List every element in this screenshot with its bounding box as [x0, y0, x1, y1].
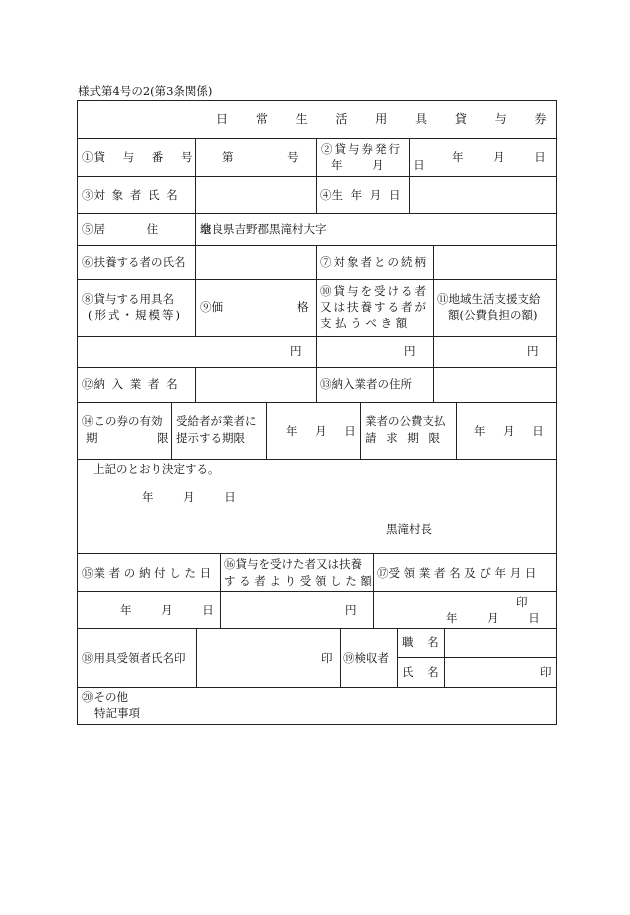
item-name-label-1: ⑧貸与する用具名 [82, 292, 174, 306]
form-label: 様式第4号の2(第3条関係) [78, 84, 213, 98]
notes-label: 特記事項 [94, 706, 140, 720]
claim-deadline-label-2: 請 求 期 限 [365, 431, 440, 445]
validity-label-2: 期 限 [86, 431, 169, 445]
present-deadline-date: 年 月 日 [286, 424, 356, 438]
claim-deadline-label-1: 業者の公費支払 [365, 414, 446, 428]
claim-deadline-date: 年 月 日 [474, 424, 544, 438]
inspector-label: ⑲検収者 [343, 651, 389, 665]
price-label-2: 格 [297, 300, 309, 314]
support-amount-label-2: 額(公費負担の額) [448, 308, 538, 322]
issue-date-label-1: ②貸与券発行 [321, 142, 402, 156]
support-yen: 円 [527, 344, 539, 358]
vendor-address-label: ⑬納入業者の住所 [320, 377, 412, 391]
delivery-date-label: ⑮業 者 の 納 付 し た 日 [82, 566, 212, 580]
price-yen: 円 [290, 344, 302, 358]
loan-number-value: 第 号 [222, 150, 299, 164]
other-label: ⑳その他 [82, 690, 128, 704]
address-label: ⑤居 住 地 [82, 222, 212, 236]
present-deadline-label-2: 提示する期限 [176, 431, 245, 445]
price-label-1: ⑨価 [200, 300, 223, 314]
subject-name-label: ③対 象 者 氏 名 [82, 188, 178, 202]
payer-label-1: ⑩貸与を受ける者 [320, 284, 428, 298]
loan-number-label: ①貸 与 番 号 [82, 150, 193, 164]
payer-yen: 円 [404, 344, 416, 358]
support-amount-label-1: ⑪地域生活支援支給 [437, 292, 541, 306]
guardian-name-label: ⑥扶養する者の氏名 [82, 255, 186, 269]
inspector-post-label: 職 名 [402, 635, 439, 649]
decision-date: 年 月 日 [142, 490, 236, 504]
validity-label-1: ⑭この券の有効 [82, 414, 163, 428]
mayor-label: 黒滝村長 [386, 522, 432, 536]
received-amount-label-2: す る 者 よ り 受 領 し た 額 [224, 574, 372, 588]
relation-label: ⑦対象者との続柄 [320, 255, 428, 269]
receipt-seal: 印 [516, 595, 528, 609]
present-deadline-label-1: 受給者が業者に [176, 414, 257, 428]
birth-date-label: ④生 年 月 日 [320, 188, 401, 202]
address-value: 奈良県吉野郡黒滝村大字 [200, 222, 327, 236]
received-amount-yen: 円 [345, 603, 357, 617]
page-title: 日 常 生 活 用 具 貸 与 券 [216, 112, 559, 126]
item-name-label-2: (形式・規模等) [88, 308, 182, 322]
receipt-date: 年 月 日 [446, 611, 540, 625]
delivery-date-value: 年 月 日 [120, 603, 214, 617]
issue-date-value: 年 月 日 [452, 150, 546, 164]
inspector-name-label: 氏 名 [402, 665, 439, 679]
decision-text: 上記のとおり決定する。 [93, 462, 220, 476]
issue-date-label-2: 年 月 日 [331, 158, 425, 172]
payer-label-2: 又は扶養する者が [320, 300, 428, 314]
inspector-seal: 印 [540, 665, 552, 679]
recipient-seal: 印 [321, 651, 333, 665]
received-amount-label-1: ⑯貸与を受けた者又は扶養 [224, 557, 362, 571]
vendor-name-label: ⑫納 入 業 者 名 [82, 377, 178, 391]
recipient-seal-label: ⑱用具受領者氏名印 [82, 651, 186, 665]
receipt-vendor-label: ⑰受 領 業 者 名 及 び 年 月 日 [377, 566, 537, 580]
payer-label-3: 支 払 う べ き 額 [320, 316, 408, 330]
